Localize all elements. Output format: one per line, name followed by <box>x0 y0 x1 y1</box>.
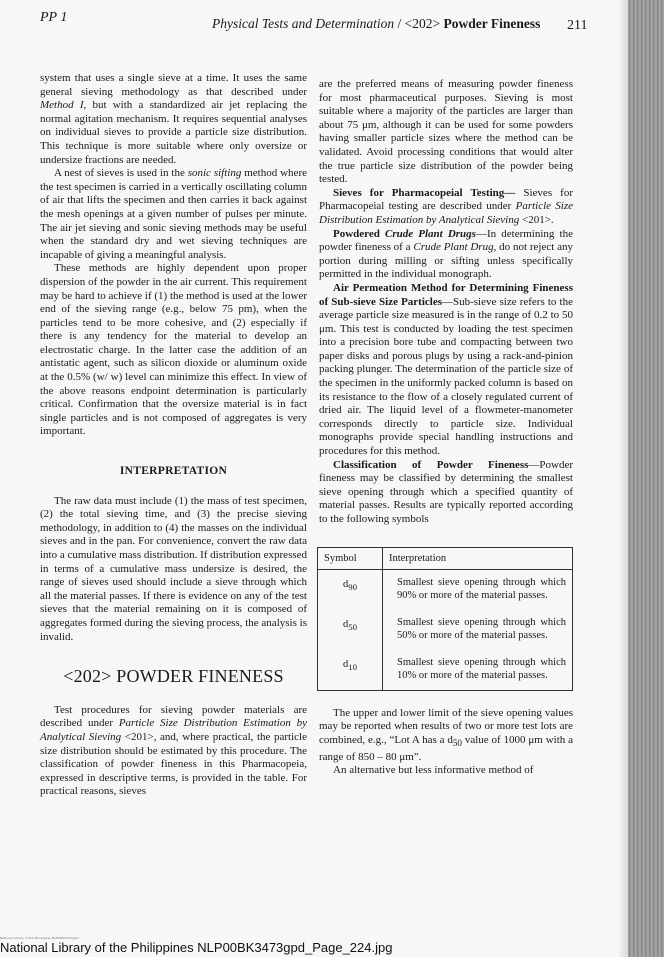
paragraph: The raw data must include (1) the mass of test specimen, (2) the total sieving time, and (3) the precise sieving methodology, in addition to (4) the masses on the individual sieves and in the pan. For convenience, convert the raw data into a cumulative mass distribution. If distribution expressed in terms of a cumulative mass undersize is desired, the range of sieves used should include a sieve through which all the material passes. If there is evidence on any of the test sieves that the material remaining on it is composed of aggregates formed during the sieving process, the analysis is invalid. <box>40 494 308 643</box>
table-header-interpretation: Interpretation <box>383 547 573 569</box>
scan-stamp: National Library of the Philippines NLP00BK3473gpd <box>0 936 79 940</box>
page-number: 211 <box>567 18 588 33</box>
paragraph: These methods are highly dependent upon proper dispersion of the powder in the air current. This requirement may be hard to achieve if (1) the method is used at the lower end of the sieving range (e.g., below 75 pm), when the particles tend to be more cohesive, and (2) especially if there is any tendency for the material to develop an electrostatic charge. In the latter case the addition of an antistatic agent, such as silicon dioxide or aluminum oxide at the 0.5% (w/ w) level can minimize this effect. In view of the above reasons endpoint determination is particularly critical. Confirmation that the oversize material is in fact single particles and is not composed of aggregates is very important. <box>40 262 307 438</box>
header-section-number: <202> <box>404 16 441 31</box>
header-title: Physical Tests and Determination <box>212 16 395 31</box>
table-row <box>318 610 573 650</box>
paragraph: Classification of Powder Fineness—Powder fineness may be classified by determining the smallest sieve opening through which a specified quantity of material passes. Results are typically reported according to the following symbols <box>319 458 573 525</box>
running-header <box>212 16 540 32</box>
paragraph: The upper and lower limit of the sieve opening values may be reported when results of two or more test lots are combined, e.g., “Lot A has a $d_{50}$ value of 1000 μm with a range of 850 – 80 μm”. <box>319 706 573 763</box>
page-edge-shadow <box>618 0 628 957</box>
interpretation-cell: Smallest sieve opening through which 50% or more of the material passes. <box>383 610 573 650</box>
left-column <box>40 72 307 799</box>
section-heading: <202> POWDER FINENESS <box>63 666 284 687</box>
header-slash: / <box>394 16 405 31</box>
paragraph: Sieves for Pharmacopeial Testing— Sieves for Pharmacopeial testing are described under Particle Size Distribution Estimation by Analytical Sieving <201>. <box>319 186 574 226</box>
paragraph: An alternative but less informative method of <box>333 764 534 777</box>
header-section-title: Powder Fineness <box>440 16 541 31</box>
interpretation-cell: Smallest sieve opening through which 10% or more of the material passes. <box>383 650 573 691</box>
scan-footer-caption: National Library of the Philippines NLP00BK3473gpd_Page_224.jpg <box>0 940 393 955</box>
interpretation-cell: Smallest sieve opening through which 90% or more of the material passes. <box>383 569 573 610</box>
interpretation-heading: INTERPRETATION <box>119 465 228 478</box>
symbol-cell: $d_{50}$ <box>318 610 383 650</box>
table-row <box>318 569 573 610</box>
paragraph: A nest of sieves is used in the sonic sifting method where the test specimen is carried in a vertically oscillating column of air that lifts the specimen and then carries it back against the mesh openings at a given number of pulses per minute. The air jet sieving and sonic sieving methods may be useful when the standard dry and wet sieving techniques are incapable of giving a meaningful analysis. <box>40 167 307 261</box>
paragraph: are the preferred means of measuring powder fineness for most pharmaceutical purposes. Sieving is most suitable where a majority of the particles are larger than about 75 μm, although it can be used for some powders having smaller particle sizes where the method can be validated. Avoid processing conditions that would alter the true particle size distribution of the powder being tested. <box>319 78 573 186</box>
book-edge-stripes <box>628 0 664 957</box>
fineness-symbol-table <box>317 547 573 691</box>
table-header-symbol: Symbol <box>318 547 383 569</box>
paragraph: Test procedures for sieving powder materials are described under Particle Size Distribution Estimation by Analytical Sieving <201>, and, where practical, the particle size distribution should be estimated by this procedure. The classification of powder fineness in this Pharmacopeia, expressed in descriptive terms, is provided in the table. For practical reasons, sieves <box>40 703 307 798</box>
symbol-cell: $d_{90}$ <box>318 569 383 610</box>
paragraph: Air Permeation Method for Determining Fineness of Sub-sieve Size Particles—Sub-sieve size refers to the average particle size measured is in the range of 0.2 to 50 μm. This test is conducted by loading the test specimen into a precision bore tube and compacting between two paper disks and porous plugs by using a rack-and-pinion packing plunger. The determination of the particle size of the specimen in the uniformly packed column is based on its resistance to the flow of a closely regulated current of dried air. The liquid level of a flowmeter-manometer corresponds directly to particle size. Individual monographs provide special handling instructions and procedures for this method. <box>319 281 573 458</box>
table-header-row <box>318 547 573 569</box>
symbol-cell: $d_{10}$ <box>318 650 383 691</box>
paragraph: system that uses a single sieve at a time. It uses the same general sieving methodology as that described under Method I, but with a standardized air jet replacing the normal agitation mechanism. It requires sequential analyses on individual sieves to provide a particle size distribution. This technique is more suitable where only oversize or undersize fractions are needed. <box>40 72 307 166</box>
paragraph: Powdered Crude Plant Drugs—In determining the powder fineness of a Crude Plant Drug, do not reject any portion during milling or sifting unless specifically permitted in the individual monograph. <box>319 227 573 281</box>
right-column <box>319 78 573 778</box>
header-left-code: PP 1 <box>40 10 68 25</box>
table-row <box>318 650 573 691</box>
